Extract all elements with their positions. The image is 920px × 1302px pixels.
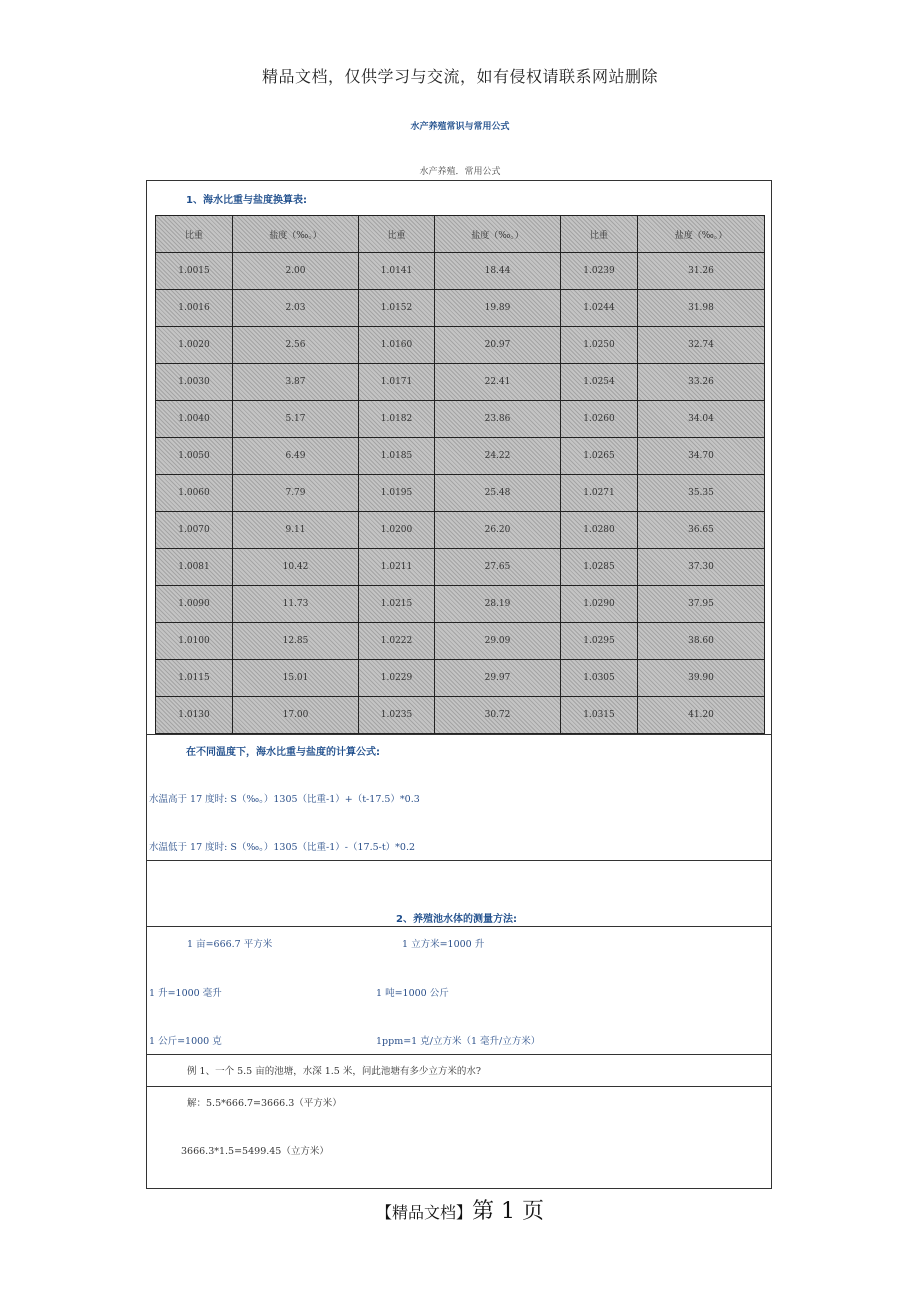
footer-page-prefix: 第: [471, 1199, 494, 1224]
table-row: [156, 512, 765, 549]
column-header: 比重: [156, 216, 233, 253]
table-cell: 1.0215: [359, 586, 435, 623]
table-row: [156, 401, 765, 438]
table-cell: 31.26: [638, 253, 765, 290]
table-cell: 32.74: [638, 327, 765, 364]
table-cell: 1.0239: [561, 253, 638, 290]
table-cell: 1.0030: [156, 364, 233, 401]
table-cell: 1.0195: [359, 475, 435, 512]
table-cell: 11.73: [233, 586, 359, 623]
table-cell: 26.20: [435, 512, 561, 549]
table-cell: 1.0265: [561, 438, 638, 475]
formula-below-17: 水温低于 17 度时: S（‰。）1305（比重-1）-（17.5-t）*0.2: [149, 842, 416, 853]
table-cell: 18.44: [435, 253, 561, 290]
table-cell: 1.0100: [156, 623, 233, 660]
column-header: 盐度（‰。）: [638, 216, 765, 253]
table-cell: 20.97: [435, 327, 561, 364]
document-title: 水产养殖常识与常用公式: [410, 122, 510, 132]
table-cell: 33.26: [638, 364, 765, 401]
table-row: [156, 438, 765, 475]
table-cell: 1.0315: [561, 697, 638, 734]
table-cell: 1.0250: [561, 327, 638, 364]
footer-label: 【精品文档】: [375, 1203, 472, 1222]
unit-ppm: 1ppm=1 克/立方米（1 毫升/立方米）: [376, 1036, 541, 1047]
table-cell: 1.0040: [156, 401, 233, 438]
table-cell: 1.0020: [156, 327, 233, 364]
table-cell: 23.86: [435, 401, 561, 438]
table-cell: 1.0222: [359, 623, 435, 660]
table-cell: 1.0285: [561, 549, 638, 586]
table-cell: 35.35: [638, 475, 765, 512]
table-cell: 36.65: [638, 512, 765, 549]
table-row: [156, 364, 765, 401]
column-header: 比重: [359, 216, 435, 253]
table-cell: 1.0182: [359, 401, 435, 438]
table-cell: 1.0070: [156, 512, 233, 549]
footer-page-suffix: 页: [522, 1199, 545, 1224]
unit-mu: 1 亩=666.7 平方米: [187, 939, 273, 950]
table-cell: 1.0016: [156, 290, 233, 327]
table-cell: 1.0185: [359, 438, 435, 475]
table-cell: 1.0050: [156, 438, 233, 475]
page-footer: [0, 1194, 920, 1225]
table-row: [156, 549, 765, 586]
formula-heading: 在不同温度下，海水比重与盐度的计算公式:: [186, 747, 380, 758]
column-header: 比重: [561, 216, 638, 253]
table-cell: 37.95: [638, 586, 765, 623]
table-cell: 1.0200: [359, 512, 435, 549]
table-cell: 38.60: [638, 623, 765, 660]
unit-kilogram: 1 公斤=1000 克: [149, 1036, 222, 1047]
table-cell: 1.0229: [359, 660, 435, 697]
table-cell: 30.72: [435, 697, 561, 734]
table-cell: 29.97: [435, 660, 561, 697]
table-cell: 22.41: [435, 364, 561, 401]
table-cell: 1.0130: [156, 697, 233, 734]
table-cell: 1.0244: [561, 290, 638, 327]
table-cell: 27.65: [435, 549, 561, 586]
table-row: [156, 475, 765, 512]
solution-step-1: 解：5.5*666.7=3666.3（平方米）: [187, 1098, 342, 1109]
table-row: [156, 586, 765, 623]
table-cell: 1.0160: [359, 327, 435, 364]
table-cell: 1.0141: [359, 253, 435, 290]
table-cell: 2.03: [233, 290, 359, 327]
table-cell: 1.0090: [156, 586, 233, 623]
salinity-conversion-table: [155, 215, 765, 734]
table-cell: 31.98: [638, 290, 765, 327]
unit-liter: 1 升=1000 毫升: [149, 988, 222, 999]
table-cell: 1.0280: [561, 512, 638, 549]
table-cell: 2.00: [233, 253, 359, 290]
table-cell: 1.0081: [156, 549, 233, 586]
document-subtitle: 水产养殖．常用公式: [419, 167, 501, 177]
table-cell: 34.04: [638, 401, 765, 438]
unit-ton: 1 吨=1000 公斤: [376, 988, 449, 999]
table-cell: 1.0015: [156, 253, 233, 290]
table-cell: 39.90: [638, 660, 765, 697]
table-cell: 25.48: [435, 475, 561, 512]
solution-step-2: 3666.3*1.5=5499.45（立方米）: [181, 1146, 329, 1157]
table-cell: 29.09: [435, 623, 561, 660]
table-row: [156, 623, 765, 660]
table-cell: 37.30: [638, 549, 765, 586]
table-cell: 34.70: [638, 438, 765, 475]
table-cell: 5.17: [233, 401, 359, 438]
table-cell: 1.0115: [156, 660, 233, 697]
table-cell: 12.85: [233, 623, 359, 660]
table-cell: 1.0305: [561, 660, 638, 697]
table-cell: 24.22: [435, 438, 561, 475]
column-header: 盐度（‰。）: [233, 216, 359, 253]
column-header: 盐度（‰。）: [435, 216, 561, 253]
table-cell: 1.0271: [561, 475, 638, 512]
table-cell: 1.0152: [359, 290, 435, 327]
section2-heading: 2、养殖池水体的测量方法:: [396, 914, 517, 925]
table-cell: 6.49: [233, 438, 359, 475]
table-row: [156, 697, 765, 734]
watermark-banner: 精品文档，仅供学习与交流，如有侵权请联系网站删除: [261, 67, 658, 86]
table-cell: 1.0211: [359, 549, 435, 586]
table-row: [156, 290, 765, 327]
table-cell: 1.0295: [561, 623, 638, 660]
table-row: [156, 253, 765, 290]
page-number: 1: [501, 1199, 515, 1224]
table-cell: 1.0254: [561, 364, 638, 401]
table-cell: 15.01: [233, 660, 359, 697]
example-question: 例 1、一个 5.5 亩的池塘，水深 1.5 米，问此池塘有多少立方米的水?: [187, 1066, 481, 1077]
table-cell: 17.00: [233, 697, 359, 734]
table-cell: 41.20: [638, 697, 765, 734]
section1-heading: 1、海水比重与盐度换算表:: [186, 195, 307, 206]
table-cell: 10.42: [233, 549, 359, 586]
table-cell: 1.0235: [359, 697, 435, 734]
table-cell: 2.56: [233, 327, 359, 364]
table-row: [156, 660, 765, 697]
table-cell: 3.87: [233, 364, 359, 401]
table-cell: 28.19: [435, 586, 561, 623]
table-cell: 1.0260: [561, 401, 638, 438]
table-cell: 7.79: [233, 475, 359, 512]
table-cell: 1.0290: [561, 586, 638, 623]
unit-cubic-meter: 1 立方米=1000 升: [402, 939, 485, 950]
table-header-row: [156, 216, 765, 253]
formula-above-17: 水温高于 17 度时: S（‰。）1305（比重-1）+（t-17.5）*0.3: [149, 794, 420, 805]
table-cell: 19.89: [435, 290, 561, 327]
table-cell: 1.0171: [359, 364, 435, 401]
table-cell: 9.11: [233, 512, 359, 549]
table-cell: 1.0060: [156, 475, 233, 512]
table-row: [156, 327, 765, 364]
